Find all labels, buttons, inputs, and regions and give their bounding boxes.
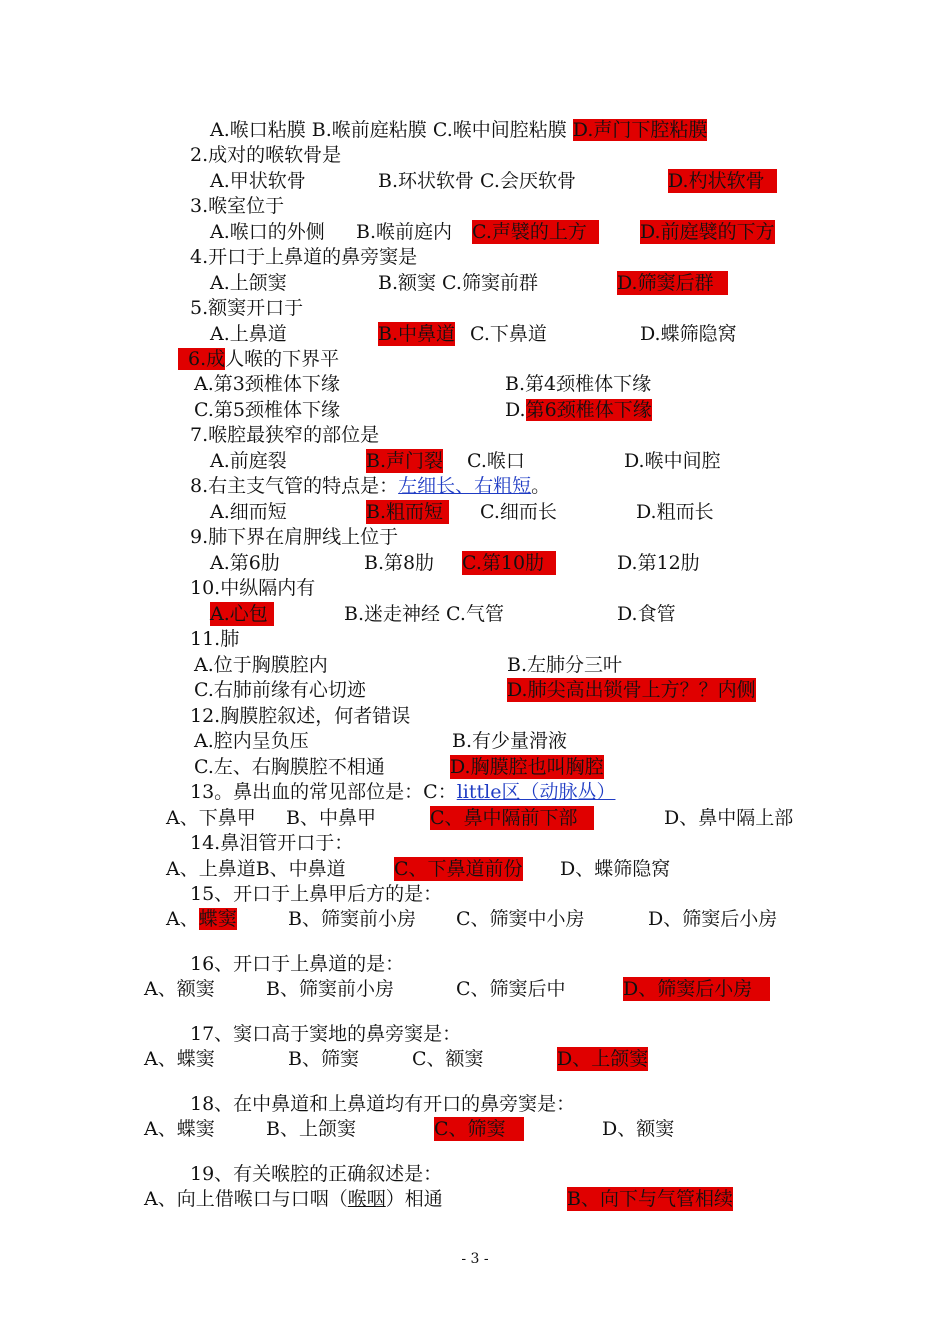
q9-option-a: A.第6肋 [210, 552, 280, 574]
q8-option-a: A.细而短 [210, 501, 287, 523]
q2-option-a: A.甲状软骨 [210, 170, 306, 192]
q14-option-ab: A、上鼻道B、中鼻道 [166, 858, 346, 880]
q15-option-c: C、筛窦中小房 [456, 908, 585, 930]
q12-option-c: C.左、右胸膜腔不相通 [194, 756, 385, 778]
q15-option-a [166, 907, 237, 931]
q3-option-a: A.喉口的外侧 [210, 221, 325, 243]
q8-note-link[interactable]: 左细长、右粗短 [398, 475, 532, 497]
q11-answer-highlight: D.肺尖高出锁骨上方？？内侧 [507, 679, 756, 701]
q7-stem: 7.喉腔最狭窄的部位是 [190, 424, 380, 446]
q5-option-d: D.蝶筛隐窝 [640, 323, 737, 345]
q2-stem: 2.成对的喉软骨是 [190, 144, 342, 166]
q6-stem-highlight: 6.成 [178, 348, 225, 370]
q2-answer-highlight: D.杓状软骨 [668, 169, 777, 193]
q6-option-d-prefix: D. [505, 399, 526, 421]
q18-answer-highlight: C、筛窦 [434, 1118, 524, 1140]
q8-option-d: D.粗而长 [636, 501, 714, 523]
q7-option-c: C.喉口 [467, 450, 525, 472]
q11-option-c: C.右肺前缘有心切迹 [194, 679, 366, 701]
q19-option-a-prefix: A、向上借喉口与口咽（ [144, 1188, 348, 1210]
q19-option-a-underlined: 喉咽 [347, 1188, 386, 1210]
q17-option-a: A、蝶窦 [144, 1048, 215, 1070]
q11-option-b: B.左肺分三叶 [507, 654, 623, 676]
q6-option-b: B.第4颈椎体下缘 [505, 373, 652, 395]
q8-stem-text: 8.右主支气管的特点是： [190, 475, 399, 497]
q19-answer-highlight: B、向下与气管相续 [567, 1188, 733, 1210]
q6-stem-text: 人喉的下界平 [225, 348, 340, 370]
q19-option-a-suffix: ）相通 [385, 1188, 443, 1210]
q3-answer-highlight-c: C.声襞的上方 [472, 220, 599, 244]
q4-answer-highlight: D.筛窦后群 [617, 271, 728, 295]
q16-answer-highlight: D、筛窦后小房 [623, 977, 770, 1001]
q15-option-b: B、筛窦前小房 [288, 908, 416, 930]
q5-option-c: C.下鼻道 [470, 323, 547, 345]
q7-option-d: D.喉中间腔 [624, 450, 721, 472]
q8-answer-highlight: B.粗而短 [366, 501, 450, 523]
q3-answer-highlight-d: D.前庭襞的下方 [640, 221, 775, 243]
page-number: - 3 - [461, 1251, 489, 1267]
q2-option-bc: B.环状软骨 C.会厌软骨 [378, 170, 576, 192]
q10-stem: 10.中纵隔内有 [190, 577, 316, 599]
q17-option-c: C、额窦 [412, 1048, 484, 1070]
q13-stem-text: 13。鼻出血的常见部位是：C： [190, 781, 457, 803]
q13-stem [190, 780, 615, 804]
q9-option-d: D.第12肋 [617, 552, 700, 574]
q9-answer-highlight: C.第10肋 [462, 551, 556, 575]
q10-option-bc: B.迷走神经 C.气管 [344, 603, 504, 625]
q13-note-link[interactable]: little区（动脉丛） [456, 781, 616, 803]
q5-option-a: A.上鼻道 [210, 323, 287, 345]
q15-stem: 15、开口于上鼻甲后方的是： [190, 883, 443, 905]
q9-stem: 9.肺下界在肩胛线上位于 [190, 526, 399, 548]
q3-stem: 3.喉室位于 [190, 195, 285, 217]
q14-answer-highlight: C、下鼻道前份 [394, 858, 523, 880]
q16-stem: 16、开口于上鼻道的是： [190, 953, 405, 975]
q4-option-a: A.上颌窦 [210, 272, 287, 294]
q17-answer-highlight: D、上颌窦 [557, 1048, 649, 1070]
q12-option-b: B.有少量滑液 [452, 730, 568, 752]
q7-answer-highlight: B.声门裂 [366, 450, 444, 472]
q8-stem-tail: 。 [531, 475, 551, 497]
q17-option-b: B、筛窦 [288, 1048, 359, 1070]
q1-options-abc: A.喉口粘膜 B.喉前庭粘膜 C.喉中间腔粘膜 [210, 119, 573, 141]
q10-option-d: D.食管 [617, 603, 676, 625]
q10-answer-highlight: A.心包 [210, 603, 274, 625]
q15-answer-highlight: 蝶窦 [198, 908, 237, 930]
q3-option-b: B.喉前庭内 [356, 221, 453, 243]
q15-option-d: D、筛窦后小房 [648, 908, 778, 930]
q16-option-a: A、额窦 [144, 978, 215, 1000]
q18-stem: 18、在中鼻道和上鼻道均有开口的鼻旁窦是： [190, 1093, 576, 1115]
q13-option-d: D、鼻中隔上部 [664, 807, 794, 829]
q18-option-d: D、额窦 [602, 1118, 675, 1140]
q11-stem: 11.肺 [190, 628, 240, 650]
q19-stem: 19、有关喉腔的正确叙述是： [190, 1163, 443, 1185]
q19-option-a [144, 1187, 443, 1211]
q5-answer-highlight: B.中鼻道 [378, 323, 456, 345]
q6-stem [178, 347, 339, 371]
q6-option-a: A.第3颈椎体下缘 [194, 373, 340, 395]
q11-option-a: A.位于胸膜腔内 [194, 654, 328, 676]
q18-option-a: A、蝶窦 [144, 1118, 215, 1140]
q5-stem: 5.额窦开口于 [190, 297, 304, 319]
q9-option-b: B.第8肋 [364, 552, 435, 574]
q16-option-b: B、筛窦前小房 [266, 978, 394, 1000]
q14-stem: 14.鼻泪管开口于： [190, 832, 354, 854]
q13-option-b: B、中鼻甲 [286, 807, 376, 829]
q6-answer-highlight: 第6颈椎体下缘 [525, 399, 652, 421]
q8-stem [190, 474, 550, 498]
q6-option-d [505, 398, 652, 422]
q13-option-a: A、下鼻甲 [166, 807, 256, 829]
q12-option-a: A.腔内呈负压 [194, 730, 309, 752]
q4-option-bc: B.额窦 C.筛窦前群 [378, 272, 538, 294]
q12-answer-highlight: D.胸膜腔也叫胸腔 [450, 756, 604, 778]
q16-option-c: C、筛窦后中 [456, 978, 566, 1000]
q1-options [210, 118, 707, 142]
q14-option-d: D、蝶筛隐窝 [560, 858, 671, 880]
q8-option-c: C.细而长 [480, 501, 557, 523]
q4-stem: 4.开口于上鼻道的鼻旁窦是 [190, 246, 418, 268]
q6-option-c: C.第5颈椎体下缘 [194, 399, 340, 421]
q17-stem: 17、窦口高于窦地的鼻旁窦是： [190, 1023, 462, 1045]
q7-option-a: A.前庭裂 [210, 450, 287, 472]
q13-answer-highlight: C、鼻中隔前下部 [430, 806, 594, 830]
q15-option-a-prefix: A、 [166, 908, 199, 930]
q18-option-b: B、上颌窦 [266, 1118, 356, 1140]
q12-stem: 12.胸膜腔叙述，何者错误 [190, 705, 411, 727]
q1-answer-highlight: D.声门下腔粘膜 [572, 119, 708, 141]
